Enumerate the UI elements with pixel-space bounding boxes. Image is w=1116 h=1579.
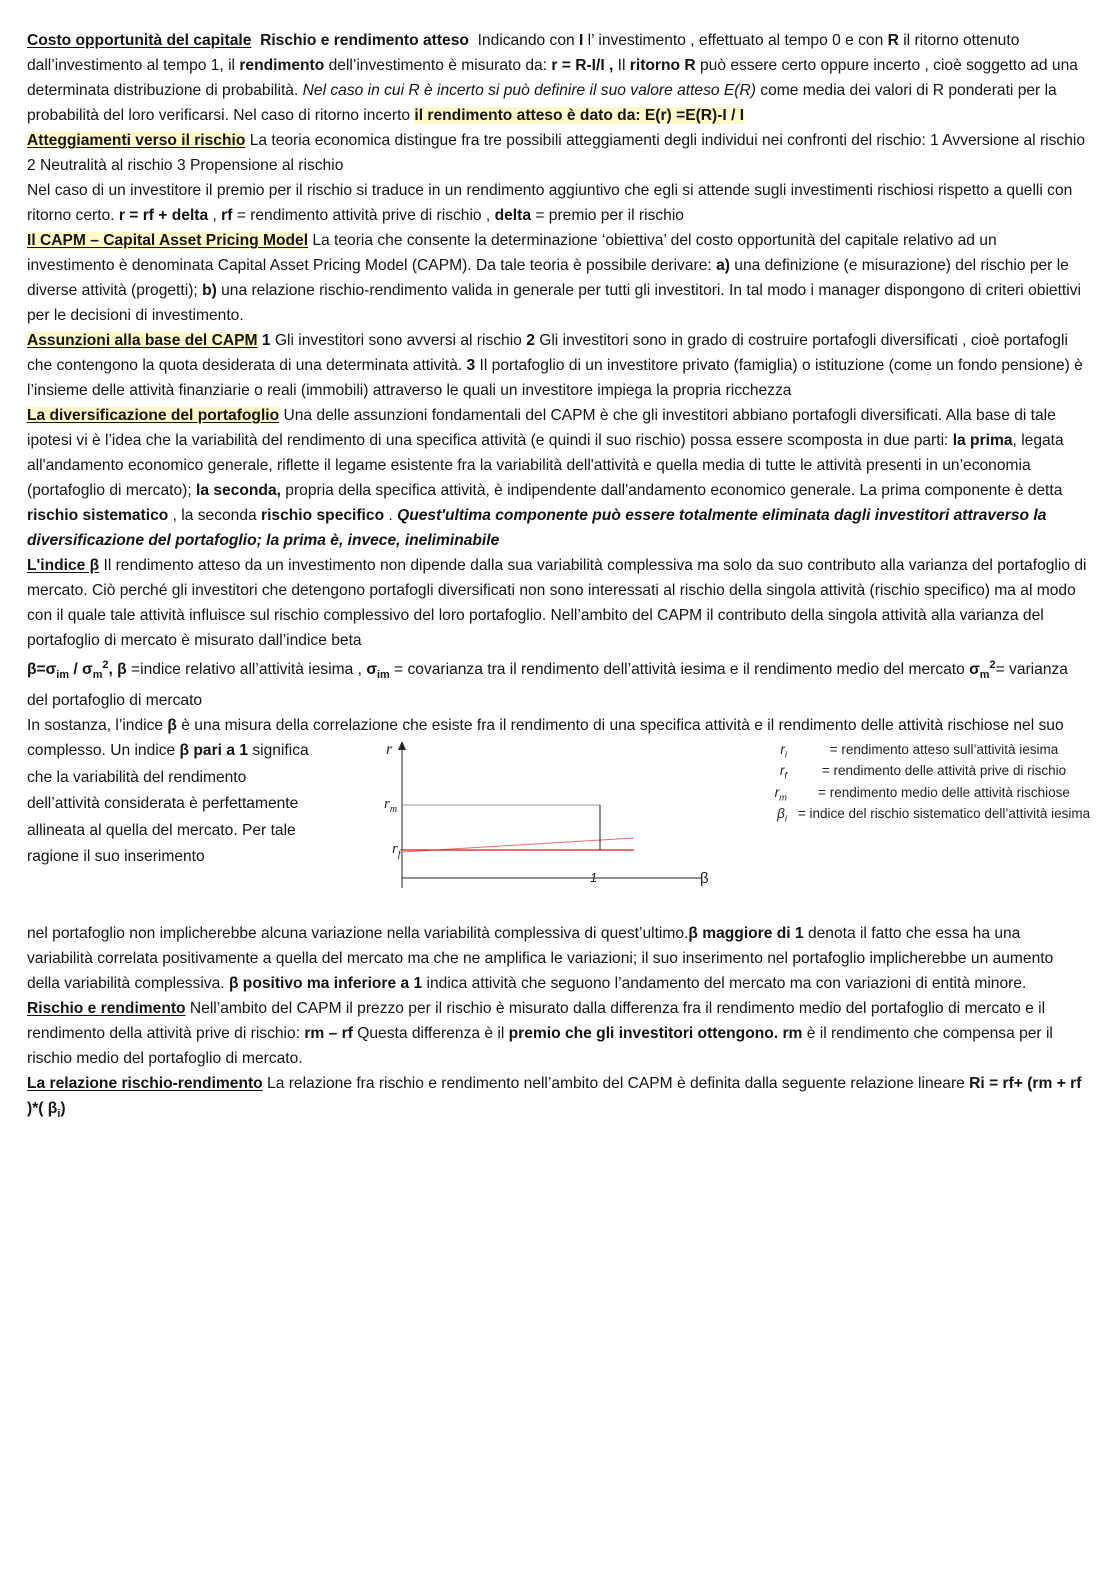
heading-capm: Il CAPM – Capital Asset Pricing Model bbox=[27, 232, 309, 249]
symbol-sigma-im: $\sigma_{im}$ bbox=[366, 661, 390, 682]
text: Nel caso di un investitore il premio per il rischio si traduce in un rendimento aggiuntivo che egli si attende sugli investimenti rischiosi rispetto a quelli con ritorno certo. bbox=[27, 182, 1073, 224]
text: è il rendimento che compensa per il rischio medio del portafoglio di mercato. bbox=[27, 1025, 1053, 1068]
bold-text: I bbox=[579, 32, 584, 49]
bold-text: la prima bbox=[952, 432, 1013, 449]
heading-rischio-rendimento: Rischio e rendimento bbox=[27, 1000, 186, 1018]
heading-diversificazione: La diversificazione del portafoglio bbox=[27, 407, 280, 424]
text: una relazione rischio-rendimento valida in generale per tutti gli investitori. In tal modo i manager dispongono di criteri obiettivi per le decisioni di investimento. bbox=[27, 282, 1081, 324]
text: significa che la variabilità del rendimento dell’attività considerata è perfettamente allineata al quella del mercato. Per tale ragione il suo inserimento bbox=[27, 742, 309, 866]
formula-capm: Ri = rf+ (rm + rf )*( $\beta_i$) bbox=[27, 1075, 1082, 1121]
text: , bbox=[208, 207, 222, 224]
text: Il bbox=[613, 57, 630, 74]
text: come media dei valori di R ponderati per la probabilità del loro verificarsi. Nel caso di ritorno incerto bbox=[27, 82, 1057, 124]
bold-text: R bbox=[887, 32, 899, 49]
text: è una misura della correlazione che esiste fra il rendimento di una specifica attività e il rendimento delle attività rischiose nel suo bbox=[176, 717, 1064, 735]
text: complesso. Un indice bbox=[27, 742, 180, 760]
legend-item-ri: $r_i$ = rendimento atteso sull’attività iesima bbox=[780, 742, 1059, 761]
tick-label-one: 1 bbox=[590, 870, 598, 886]
paragraph-relazione bbox=[27, 1071, 1087, 1127]
bold-text: ritorno R bbox=[629, 57, 696, 74]
text: La relazione fra rischio e rendimento nell’ambito del CAPM è definita dalla seguente relazione lineare bbox=[262, 1075, 970, 1093]
text: Nell’ambito del CAPM il prezzo per il rischio è misurato dalla differenza fra il rendimento medio del portafoglio di mercato e il rendimento della attività prive di rischio: bbox=[27, 1000, 1046, 1043]
text: l’ investimento , effettuato al tempo 0 e con bbox=[583, 32, 888, 49]
text: . bbox=[384, 507, 398, 524]
paragraph-rischio-rendimento bbox=[27, 996, 1087, 1071]
paragraph-beta-formula bbox=[27, 653, 1087, 713]
text: , la seconda bbox=[168, 507, 262, 524]
bold-text: delta bbox=[494, 207, 532, 224]
bold-text: rm bbox=[782, 1025, 803, 1043]
heading-costo-opportunita: Costo opportunità del capitale bbox=[27, 32, 252, 49]
figure-block bbox=[27, 738, 1091, 921]
paragraph-assunzioni bbox=[27, 328, 1087, 403]
legend-item-rm: $r_m$ = rendimento medio delle attività rischiose bbox=[774, 784, 1070, 804]
formula-rendimento-atteso: il rendimento atteso è dato da: E(r) =E(R)-I / I bbox=[414, 107, 745, 124]
text: In sostanza, l’indice bbox=[27, 717, 168, 735]
legend-item-rf: $r_f$ = rendimento delle attività prive di rischio bbox=[779, 763, 1067, 783]
bold-text: β pari a 1 bbox=[179, 742, 249, 760]
text: Gli investitori sono in grado di costruire portafogli diversificati , cioè portafogli che contengono la quota desiderata di una determinata attività. bbox=[27, 332, 1068, 374]
formula-rendimento: r = R-I/I , bbox=[551, 57, 614, 74]
text: La teoria che consente la determinazione ‘obiettiva’ del costo opportunità del capitale relativo ad un investimento è denominata Capital Asset Pricing Model (CAPM). Da tale teoria è possibile derivare: bbox=[27, 232, 997, 274]
bold-text: rendimento bbox=[239, 57, 325, 74]
italic-text: Nel caso in cui R è incerto si può definire il suo valore atteso E(R) bbox=[302, 82, 756, 99]
text: nel portafoglio non implicherebbe alcuna variazione nella variabilità complessiva di quest’ultimo. bbox=[27, 925, 689, 943]
heading-atteggiamenti: Atteggiamenti verso il rischio bbox=[27, 132, 246, 149]
heading-indice-beta: L'indice β bbox=[27, 557, 100, 574]
text: Questa differenza è il bbox=[352, 1025, 509, 1043]
bold-text: premio che gli investitori ottengono. bbox=[508, 1025, 779, 1043]
bold-text: rf bbox=[221, 207, 233, 224]
formula-beta: $\beta=\sigma_{im} / \sigma_m^2$, β bbox=[27, 659, 127, 682]
bold-text: 2 bbox=[526, 332, 535, 349]
paragraph-sostanza bbox=[27, 713, 1087, 738]
bold-text: β maggiore di 1 bbox=[688, 925, 804, 943]
axis-label-beta: β bbox=[700, 870, 709, 888]
capm-graph bbox=[352, 738, 722, 888]
figure-side-text bbox=[27, 738, 312, 871]
paragraph-costo-opportunita bbox=[27, 28, 1087, 128]
text: , legata all'andamento economico generale, riflette il legame esistente fra la variabilità dell'attività e quella media di tutte le attività presenti in un’economia (portafoglio di mercato); bbox=[27, 432, 1064, 499]
figure-legend bbox=[727, 742, 1097, 827]
text: Una delle assunzioni fondamentali del CAPM è che gli investitori abbiano portafogli diversificati. Alla base di tale ipotesi vi è l’idea che la variabilità del rendimento di una specifica attività (e quindi il suo rischio) possa essere scomposta in due parti: bbox=[27, 407, 1056, 449]
document-page bbox=[27, 28, 1091, 1127]
text: Il rendimento atteso da un investimento non dipende dalla sua variabilità complessiva ma solo da suo contributo alla varianza del portafoglio di mercato. Ciò perché gli investitori che detengono portafogli diversificati non sono interessati al rischio della singola attività (rischio specifico) ma al modo con il quale tale attività influisce sul rischio complessivo del loro portafoglio. Nell’ambito del CAPM il contributo della singola attività alla varianza del portafoglio di mercato è misurato dall’indice beta bbox=[27, 557, 1087, 649]
heading-relazione: La relazione rischio-rendimento bbox=[27, 1075, 263, 1093]
formula-premio: r = rf + delta bbox=[118, 207, 209, 224]
text: = varianza del portafoglio di mercato bbox=[27, 661, 1068, 710]
text: propria della specifica attività, è indipendente dall'andamento economico generale. La prima componente è detta bbox=[280, 482, 1063, 499]
text: = covarianza tra il rendimento dell’attività iesima e il rendimento medio del mercato bbox=[389, 661, 970, 679]
bold-text: rischio sistematico bbox=[27, 507, 169, 524]
heading-rischio-rendimento-atteso: Rischio e rendimento atteso bbox=[260, 32, 469, 49]
bold-text: rischio specifico bbox=[261, 507, 385, 524]
text: =indice relativo all’attività iesima , bbox=[126, 661, 367, 679]
text: La teoria economica distingue fra tre possibili atteggiamenti degli individui nei confronti del rischio: 1 Avversione al rischio 2 Neutralità al rischio 3 Propensione al rischio bbox=[27, 132, 1086, 174]
bold-text: 3 bbox=[466, 357, 476, 374]
symbol-sigma-m: $\sigma_m^2$ bbox=[969, 659, 996, 682]
paragraph-premio-rischio bbox=[27, 178, 1087, 228]
text: una definizione (e misurazione) del rischio per le diverse attività (progetti); bbox=[27, 257, 1069, 299]
paragraph-diversificazione bbox=[27, 403, 1087, 553]
label-rm: $r_m$ bbox=[384, 796, 398, 816]
text: può essere certo oppure incerto , cioè soggetto ad una determinata distribuzione di probabilità. bbox=[27, 57, 1078, 99]
paragraph-atteggiamenti bbox=[27, 128, 1087, 178]
bold-text: a) bbox=[716, 257, 730, 274]
legend-item-beta: $\beta_i$ = indice del rischio sistematico dell’attività iesima bbox=[777, 805, 1091, 825]
bold-text: b) bbox=[202, 282, 217, 299]
paragraph-beta-interpretazione bbox=[27, 921, 1087, 996]
bold-text: β positivo ma inferiore a 1 bbox=[228, 975, 423, 993]
bold-italic-text: Quest'ultima componente può essere totalmente eliminata dagli investitori attraverso la diversificazione del portafoglio; la prima è, invece, ineliminabile bbox=[27, 507, 1047, 549]
text: = premio per il rischio bbox=[531, 207, 684, 224]
text: il ritorno ottenuto dall’investimento al tempo 1, il bbox=[27, 32, 1020, 74]
text: = rendimento attività prive di rischio , bbox=[232, 207, 495, 224]
bold-text: β bbox=[167, 717, 177, 735]
text: Indicando con bbox=[477, 32, 579, 49]
formula-premio-mercato: rm – rf bbox=[304, 1025, 353, 1043]
heading-assunzioni: Assunzioni alla base del CAPM bbox=[27, 332, 258, 349]
axis-label-r: r bbox=[386, 741, 393, 759]
text: dell’investimento è misurato da: bbox=[324, 57, 552, 74]
bold-text: la seconda, bbox=[196, 482, 281, 499]
text: Gli investitori sono avversi al rischio bbox=[270, 332, 527, 349]
paragraph-capm bbox=[27, 228, 1087, 328]
text: Il portafoglio di un investitore privato (famiglia) o istituzione (come un fondo pensione) è l’insieme delle attività finanziarie o reali (immobili) attraverso le quali un investitore impiega la propria ricchezza bbox=[27, 357, 1083, 399]
paragraph-indice-beta bbox=[27, 553, 1087, 653]
text: denota il fatto che essa ha una variabilità correlata positivamente a quella del mercato ma che ne amplifica le variazioni; il suo inserimento nel portafoglio implicherebbe un aumento della variabilità complessiva. bbox=[27, 925, 1054, 993]
bold-text: 1 bbox=[261, 332, 271, 349]
text: indica attività che seguono l’andamento del mercato ma con variazioni di entità minore. bbox=[422, 975, 1027, 993]
label-rf: $r_f$ bbox=[392, 841, 401, 861]
y-axis-arrow bbox=[398, 741, 406, 750]
